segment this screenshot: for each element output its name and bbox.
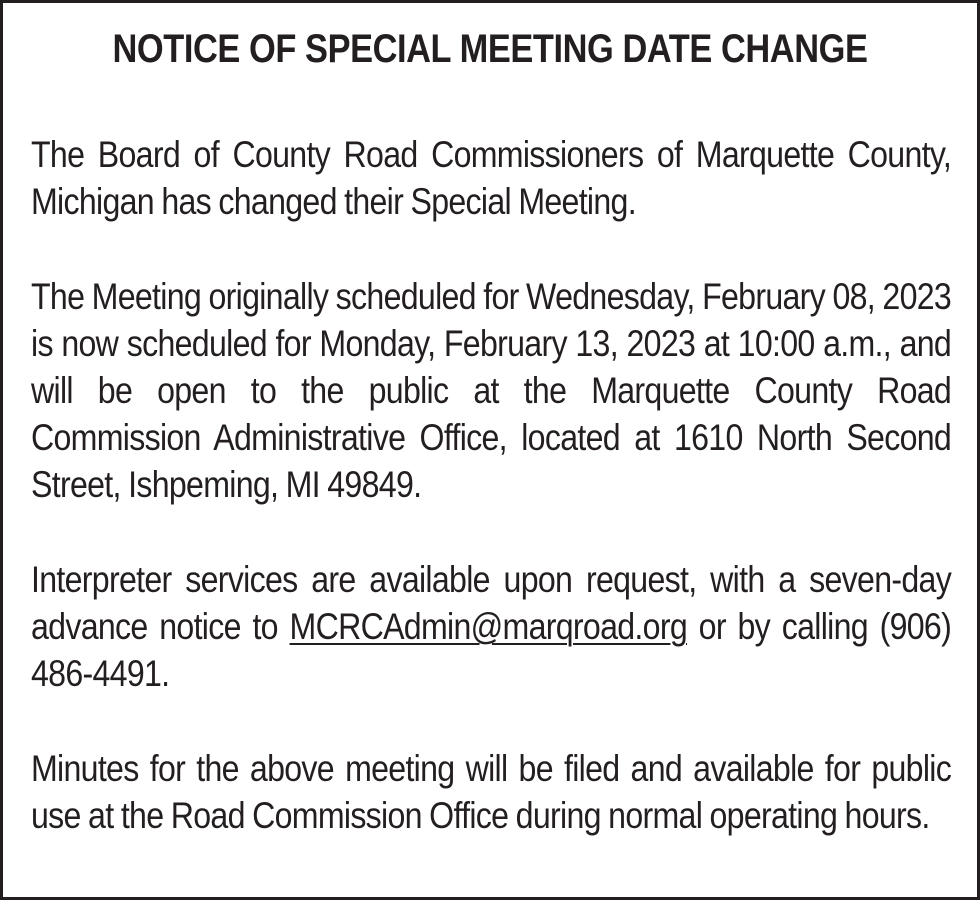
email-link[interactable]: MCRCAdmin@marqroad.org	[289, 606, 688, 647]
interpreter-text-after: or by calling (906) 486-4491.	[31, 606, 952, 694]
paragraph-interpreter-services	[31, 556, 951, 697]
paragraph-schedule-details: The Meeting originally scheduled for Wednesday, February 08, 2023 is now scheduled for Monday, February 13, 2023 at 10:00 a.m., and will be open to the public at the Marquette County Road Commission Administrative Office, located at 1610 North Second Street, Ishpeming, MI 49849.	[31, 276, 952, 505]
notice-title: NOTICE OF SPECIAL MEETING DATE CHANGE	[112, 27, 868, 71]
paragraph-meeting-changed: The Board of County Road Commissioners of Marquette County, Michigan has changed their Special Meeting.	[31, 134, 952, 222]
interpreter-text-before: Interpreter services are available upon request, with a seven-day advance notice to	[31, 559, 952, 647]
paragraph-minutes: Minutes for the above meeting will be filed and available for public use at the Road Commission Office during normal operating hours.	[31, 748, 952, 836]
